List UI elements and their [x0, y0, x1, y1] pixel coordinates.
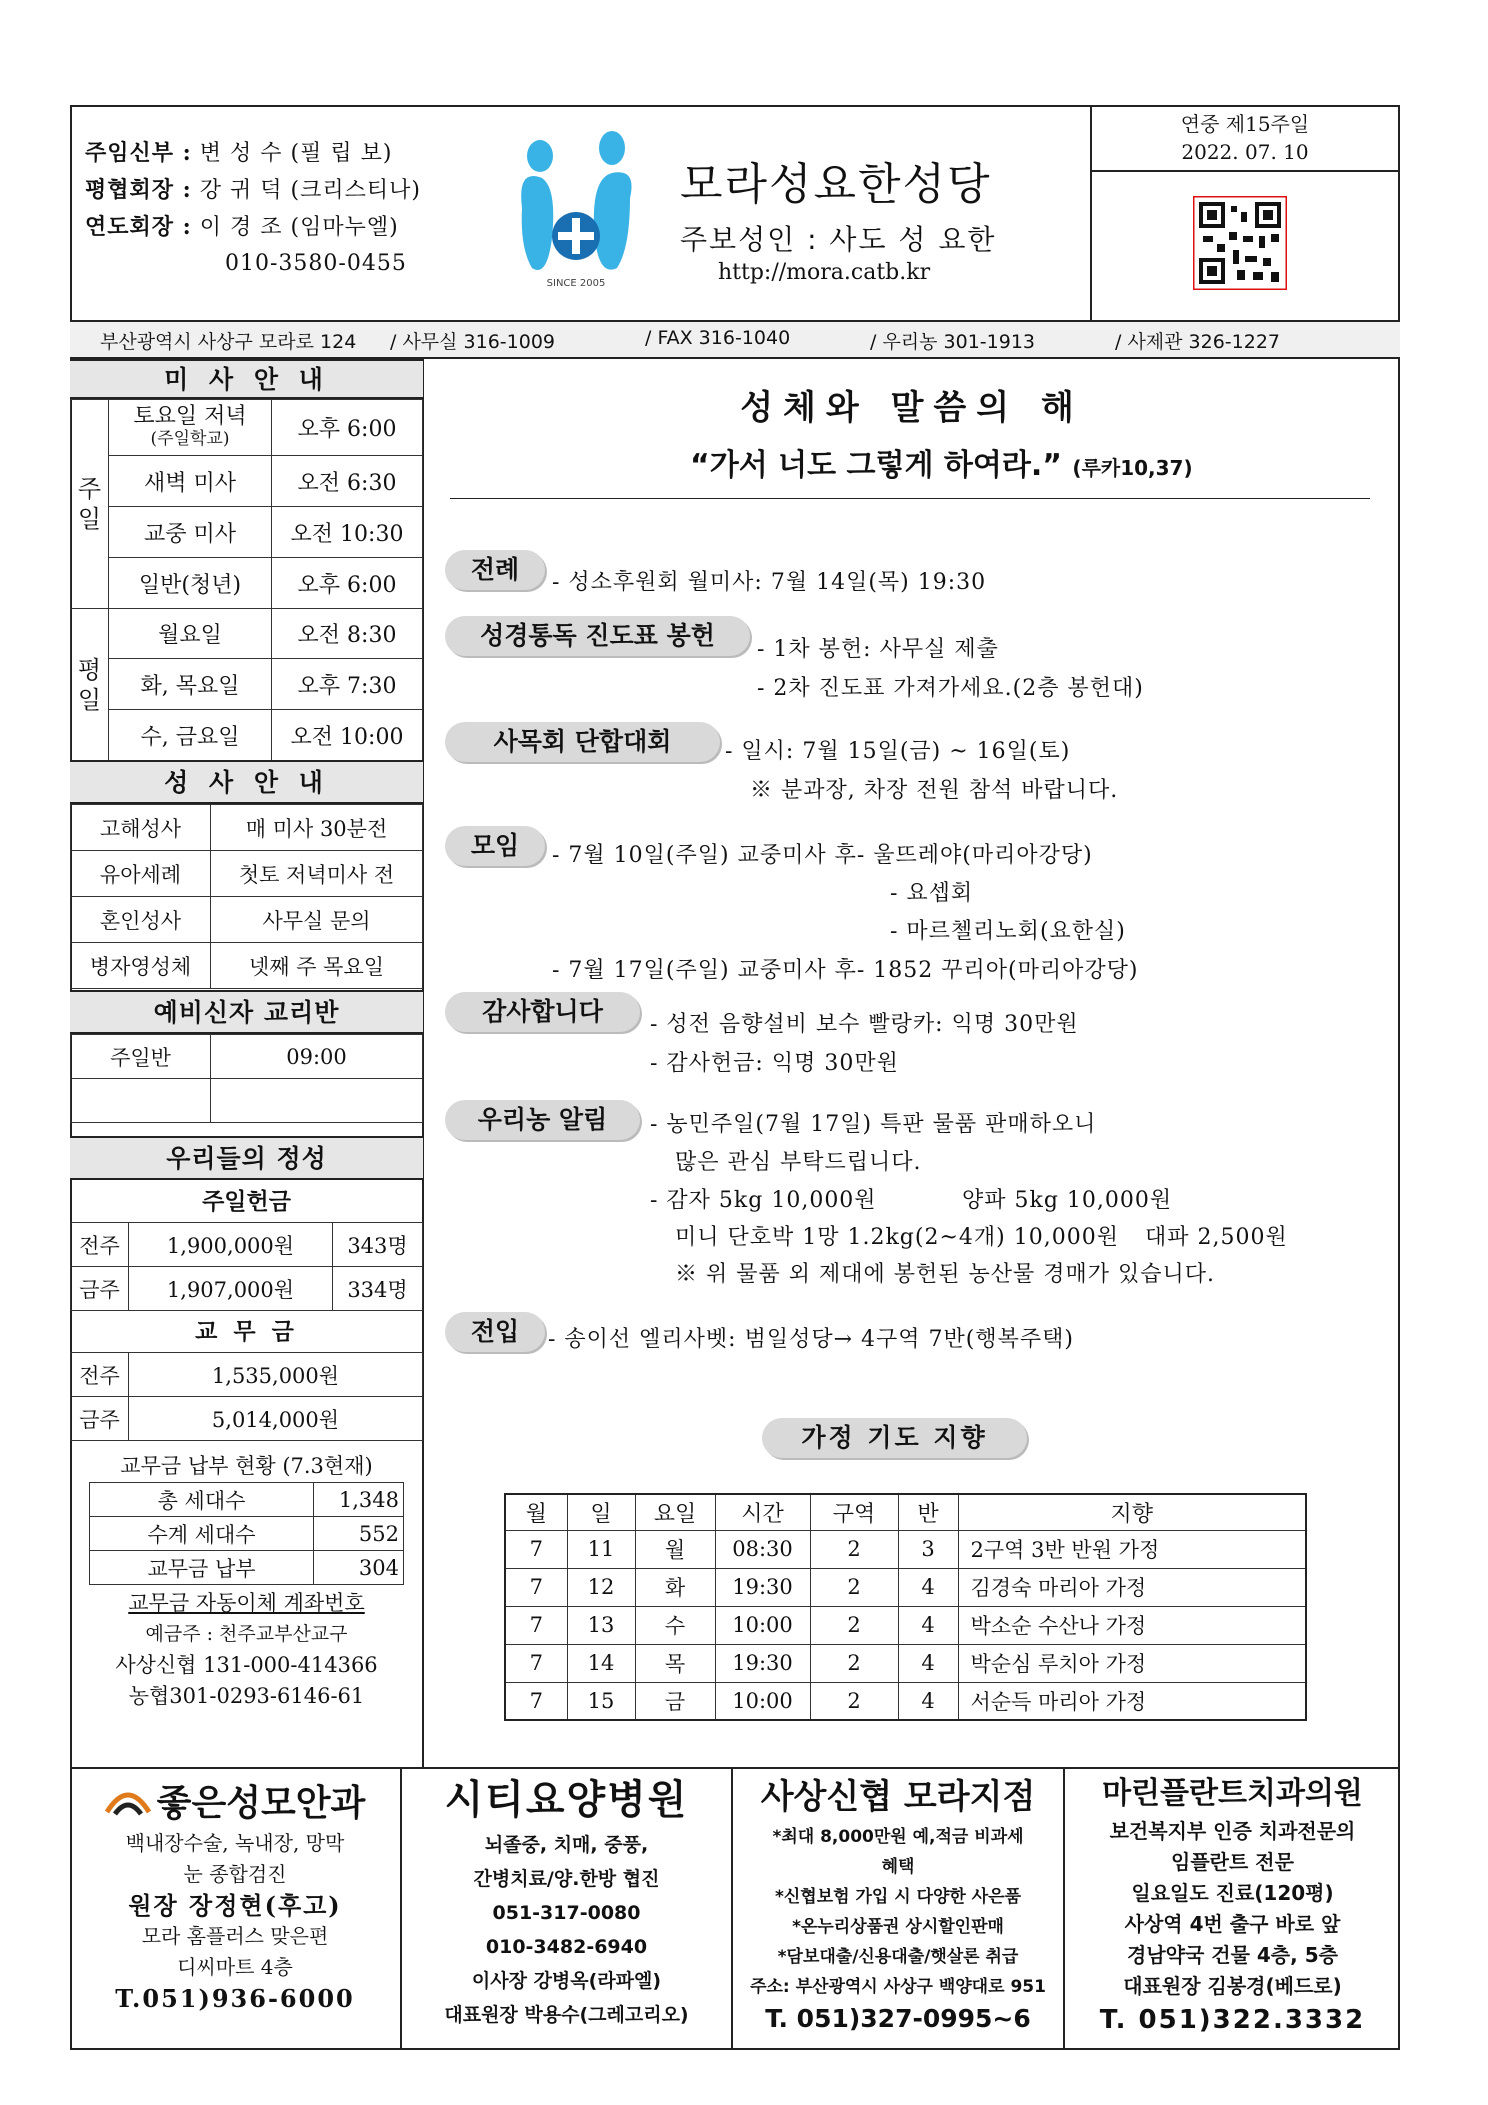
ad-line: *담보대출/신용대출/햇살론 취급 — [777, 1947, 1019, 1967]
ad-title: 마린플란트치과의원 — [1102, 1776, 1363, 1811]
notice-label-bible: 성경통독 진도표 봉헌 — [445, 616, 750, 656]
notice-line: - 7월 17일(주일) 교중미사 후- 1852 꾸리아(마리아강당) — [552, 958, 1139, 983]
ad-line: 디씨마트 4층 — [177, 1955, 293, 1979]
ad-phone: T. 051)322.3332 — [1099, 2005, 1366, 2035]
notice-line: 대파 2,500원 — [1145, 1225, 1288, 1250]
notice-label-pastoral: 사목회 단합대회 — [445, 722, 720, 762]
notice-label-liturgy: 전례 — [445, 550, 545, 590]
ad-dental-clinic — [1065, 1772, 1400, 2038]
fax: / FAX 316-1040 — [645, 327, 791, 349]
notice-line: - 송이선 엘리사벳: 범일성당→ 4구역 7반(행복주택) — [548, 1327, 1074, 1352]
mass-row-name: 교중 미사 — [109, 507, 272, 558]
qr-code-icon[interactable] — [1193, 196, 1287, 290]
svg-text:SINCE 2005: SINCE 2005 — [546, 278, 606, 289]
notice-line: - 2차 진도표 가져가세요.(2층 봉헌대) — [757, 676, 1144, 701]
notice-line: - 일시: 7월 15일(금) ~ 16일(토) — [725, 739, 1071, 764]
ad-line: 뇌졸중, 치매, 중풍, — [484, 1834, 649, 1856]
notice-line: - 성전 음향설비 보수 빨랑카: 익명 30만원 — [650, 1012, 1079, 1037]
diocese-table — [70, 1352, 423, 1441]
prayer-header: 구역 — [810, 1494, 898, 1530]
ad-line: 이사장 강병옥(라파엘) — [471, 1970, 662, 1992]
notice-line: - 성소후원회 월미사: 7월 14일(목) 19:30 — [552, 570, 987, 595]
prayer-table — [504, 1493, 1307, 1721]
offering-count: 343명 — [333, 1223, 423, 1267]
notice-label-farm: 우리농 알림 — [445, 1100, 640, 1140]
offering-section-title: 우리들의 정성 — [70, 1136, 423, 1180]
sacrament-name: 고해성사 — [71, 805, 211, 851]
sacrament-value: 넷째 주 목요일 — [211, 943, 423, 989]
mass-row-name: 새벽 미사 — [109, 456, 272, 507]
offering-label: 전주 — [71, 1223, 129, 1267]
catechumen-table — [70, 1034, 423, 1123]
church-name: 모라성요한성당 — [680, 159, 992, 210]
status-title: 교무금 납부 현황 (7.3현재) — [120, 1454, 373, 1478]
mass-row-name: 토요일 저녁 (주일학교) — [109, 400, 272, 456]
ad-line: 051-317-0080 — [492, 1902, 641, 1924]
farm-phone: / 우리농 301-1913 — [870, 331, 1036, 353]
notice-line: ※ 위 물품 외 제대에 봉헌된 농산물 경매가 있습니다. — [675, 1262, 1215, 1287]
status-table — [89, 1482, 404, 1585]
sunday-label: 주일 — [71, 400, 109, 609]
offering-amount: 1,900,000원 — [129, 1223, 333, 1267]
class-time: 09:00 — [211, 1035, 423, 1079]
class-time — [211, 1079, 423, 1123]
weekday-label: 평일 — [71, 609, 109, 761]
prayer-header: 반 — [898, 1494, 958, 1530]
ad-line: 백내장수술, 녹내장, 망막 — [125, 1831, 345, 1855]
offering-amount: 1,907,000원 — [129, 1267, 333, 1311]
notice-line: - 7월 10일(주일) 교중미사 후- 울뜨레야(마리아강당) — [552, 843, 1093, 868]
ad-line: *최대 8,000만원 예,적금 비과세 — [772, 1827, 1024, 1847]
sunday-offering-table — [70, 1222, 423, 1311]
ad-title: 사상신협 모라지점 — [760, 1777, 1036, 1817]
prayer-header: 월 — [505, 1494, 567, 1530]
account-line: 농협301-0293-6146-61 — [128, 1684, 365, 1708]
ad-title: 시티요양병원 — [444, 1777, 689, 1823]
sacrament-value: 첫토 저녁미사 전 — [211, 851, 423, 897]
sacrament-name: 유아세례 — [71, 851, 211, 897]
mass-row-time: 오전 8:30 — [272, 609, 423, 659]
rectory-phone: / 사제관 326-1227 — [1115, 331, 1281, 353]
ad-line: 주소: 부산광역시 사상구 백양대로 951 — [750, 1977, 1046, 1997]
staff-list — [85, 135, 421, 282]
status-value: 1,348 — [314, 1483, 404, 1517]
mass-row-name: 일반(청년) — [109, 558, 272, 609]
mass-row-time: 오전 6:30 — [272, 456, 423, 507]
ad-line: *신협보험 가입 시 다양한 사은품 — [774, 1887, 1022, 1907]
staff-pastor: 주임신부 : 변 성 수 (필 립 보) — [85, 140, 393, 166]
diocese-amount: 1,535,000원 — [129, 1353, 423, 1397]
account-title: 교무금 자동이체 계좌번호 — [128, 1591, 365, 1615]
mass-row-name: 수, 금요일 — [109, 710, 272, 761]
diocese-label: 금주 — [71, 1397, 129, 1441]
ad-line: 일요일도 진료(120평) — [1131, 1881, 1334, 1905]
offering-count: 334명 — [333, 1267, 423, 1311]
table-row: 7 14 목 19:30 2 4 박순심 루치아 가정 — [505, 1644, 1306, 1682]
ad-credit-union — [733, 1772, 1063, 2036]
ad-line: 원장 장정현(후고) — [128, 1891, 342, 1920]
table-row: 7 15 금 10:00 2 4 서순득 마리아 가정 — [505, 1682, 1306, 1720]
mass-section-title: 미 사 안 내 — [70, 359, 423, 399]
prayer-title: 가정 기도 지향 — [762, 1418, 1027, 1458]
church-url[interactable]: http://mora.catb.kr — [718, 260, 931, 285]
prayer-header: 일 — [567, 1494, 635, 1530]
table-row: 7 12 화 19:30 2 4 김경숙 마리아 가정 — [505, 1568, 1306, 1606]
ad-eye-clinic — [70, 1772, 400, 2014]
ad-line: 대표원장 박용수(그레고리오) — [444, 2004, 689, 2026]
staff-council: 평협회장 : 강 귀 덕 (크리스티나) — [85, 177, 421, 203]
prayer-header: 시간 — [715, 1494, 810, 1530]
staff-phone: 010-3580-0455 — [225, 251, 407, 276]
ad-phone: T. 051)327-0995~6 — [765, 2004, 1031, 2033]
class-name: 주일반 — [71, 1035, 211, 1079]
mass-row-time: 오후 6:00 — [272, 400, 423, 456]
diocese-label: 전주 — [71, 1353, 129, 1397]
account-info — [70, 1588, 423, 1712]
ad-line: 모라 홈플러스 맞은편 — [141, 1924, 329, 1948]
ad-line: 눈 종합검진 — [183, 1862, 287, 1886]
prayer-header: 요일 — [635, 1494, 715, 1530]
ad-hospital — [402, 1772, 731, 2032]
sacrament-name: 병자영성체 — [71, 943, 211, 989]
ad-line: 간병치료/양.한방 협진 — [473, 1868, 660, 1890]
class-name — [71, 1079, 211, 1123]
notice-label-thanks: 감사합니다 — [445, 992, 640, 1032]
mass-row-name: 화, 목요일 — [109, 659, 272, 710]
sacrament-section-title: 성 사 안 내 — [70, 760, 423, 804]
ad-line: 보건복지부 인증 치과전문의 — [1109, 1819, 1356, 1843]
notice-line: ※ 분과장, 차장 전원 참석 바랍니다. — [750, 778, 1119, 803]
ad-line: *온누리상품권 상시할인판매 — [792, 1917, 1004, 1937]
sacrament-value: 사무실 문의 — [211, 897, 423, 943]
ad-line: 임플란트 전문 — [1171, 1850, 1294, 1874]
status-label: 총 세대수 — [90, 1483, 314, 1517]
mass-row-time: 오후 7:30 — [272, 659, 423, 710]
mass-row-time: 오전 10:00 — [272, 710, 423, 761]
theme-quote: “가서 너도 그렇게 하여라.” (루카10,37) — [690, 448, 1193, 483]
ad-line: 사상역 4번 출구 바로 앞 — [1124, 1912, 1341, 1936]
year-theme-title: 성체와 말씀의 해 — [740, 388, 1084, 428]
table-row: 7 11 월 08:30 2 3 2구역 3반 반원 가정 — [505, 1530, 1306, 1568]
ad-line: 대표원장 김봉경(베드로) — [1123, 1974, 1342, 1998]
status-value: 552 — [314, 1517, 404, 1551]
church-logo — [512, 128, 640, 290]
notice-line: - 요셉회 — [890, 881, 974, 906]
catechumen-section-title: 예비신자 교리반 — [70, 990, 423, 1034]
notice-line: - 농민주일(7월 17일) 특판 물품 판매하오니 — [650, 1112, 1097, 1137]
table-row: 7 13 수 10:00 2 4 박소순 수산나 가정 — [505, 1606, 1306, 1644]
office-phone: / 사무실 316-1009 — [390, 331, 556, 353]
mass-row-name: 월요일 — [109, 609, 272, 659]
sacrament-value: 매 미사 30분전 — [211, 805, 423, 851]
notice-line: - 감사헌금: 익명 30만원 — [650, 1051, 899, 1076]
prayer-header: 지향 — [958, 1494, 1306, 1530]
liturgical-week: 연중 제15주일 — [1180, 112, 1310, 136]
notice-line: - 감자 5kg 10,000원 — [650, 1188, 877, 1213]
account-line: 예금주 : 천주교부산교구 — [145, 1623, 348, 1645]
mass-row-time: 오전 10:30 — [272, 507, 423, 558]
notice-label-transfer: 전입 — [445, 1312, 545, 1352]
notice-line: - 마르첼리노회(요한실) — [890, 919, 1126, 944]
mass-row-time: 오후 6:00 — [272, 558, 423, 609]
offering-label: 금주 — [71, 1267, 129, 1311]
notice-line: 많은 관심 부탁드립니다. — [675, 1150, 922, 1175]
sacrament-name: 혼인성사 — [71, 897, 211, 943]
issue-date: 2022. 07. 10 — [1181, 140, 1309, 164]
notice-line: 미니 단호박 1망 1.2kg(2~4개) 10,000원 — [675, 1225, 1119, 1250]
address: 부산광역시 사상구 모라로 124 — [100, 331, 357, 353]
staff-yeondo: 연도회장 : 이 경 조 (임마누엘) — [85, 214, 399, 240]
notice-line: - 1차 봉헌: 사무실 제출 — [757, 637, 999, 662]
sacrament-table — [70, 804, 423, 989]
mass-schedule-table — [70, 399, 423, 761]
status-value: 304 — [314, 1551, 404, 1585]
account-line: 사상신협 131-000-414366 — [115, 1653, 378, 1677]
address-bar — [70, 322, 1400, 357]
diocese-title: 교 무 금 — [195, 1319, 298, 1345]
status-label: 수계 세대수 — [90, 1517, 314, 1551]
status-label: 교무금 납부 — [90, 1551, 314, 1585]
patron-saint: 주보성인 : 사도 성 요한 — [680, 223, 997, 256]
ad-phone: T.051)936-6000 — [115, 1984, 355, 2013]
eye-clinic-logo-icon — [105, 1782, 151, 1818]
diocese-amount: 5,014,000원 — [129, 1397, 423, 1441]
ad-line: 혜택 — [881, 1857, 915, 1877]
sunday-offering-title: 주일헌금 — [202, 1189, 291, 1215]
ad-title: 좋은성모안과 — [156, 1782, 366, 1824]
issue-info — [1092, 110, 1398, 166]
ad-line: 010-3482-6940 — [485, 1936, 648, 1958]
notice-label-meeting: 모임 — [445, 826, 545, 866]
ad-line: 경남약국 건물 4층, 5층 — [1127, 1943, 1338, 1967]
notice-line: 양파 5kg 10,000원 — [962, 1188, 1173, 1213]
